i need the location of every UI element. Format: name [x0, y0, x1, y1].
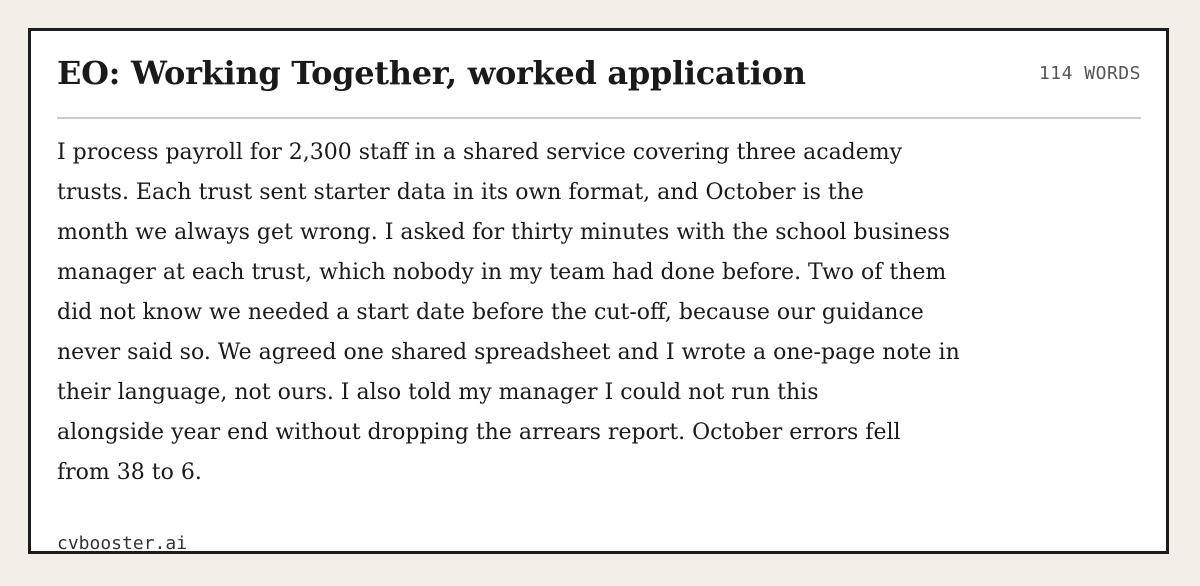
example-body-text — [57, 133, 1017, 493]
body-line: did not know we needed a start date before the cut-off, because our guidance — [57, 300, 924, 325]
word-count-label: 114 WORDS — [1038, 63, 1141, 84]
title-divider — [57, 117, 1141, 119]
body-line: manager at each trust, which nobody in my team had done before. Two of them — [57, 260, 947, 285]
body-line: trusts. Each trust sent starter data in its own format, and October is the — [57, 180, 864, 205]
body-line: I process payroll for 2,300 staff in a shared service covering three academy — [57, 140, 903, 165]
body-line: month we always get wrong. I asked for thirty minutes with the school business — [57, 220, 950, 245]
body-line: their language, not ours. I also told my manager I could not run this — [57, 380, 819, 405]
body-line: from 38 to 6. — [57, 460, 202, 485]
site-credit: cvbooster.ai — [57, 533, 188, 554]
body-line: never said so. We agreed one shared spreadsheet and I wrote a one-page note in — [57, 340, 960, 365]
body-line: alongside year end without dropping the arrears report. October errors fell — [57, 420, 901, 445]
example-card — [28, 28, 1169, 554]
card-title: EO: Working Together, worked application — [57, 54, 806, 92]
